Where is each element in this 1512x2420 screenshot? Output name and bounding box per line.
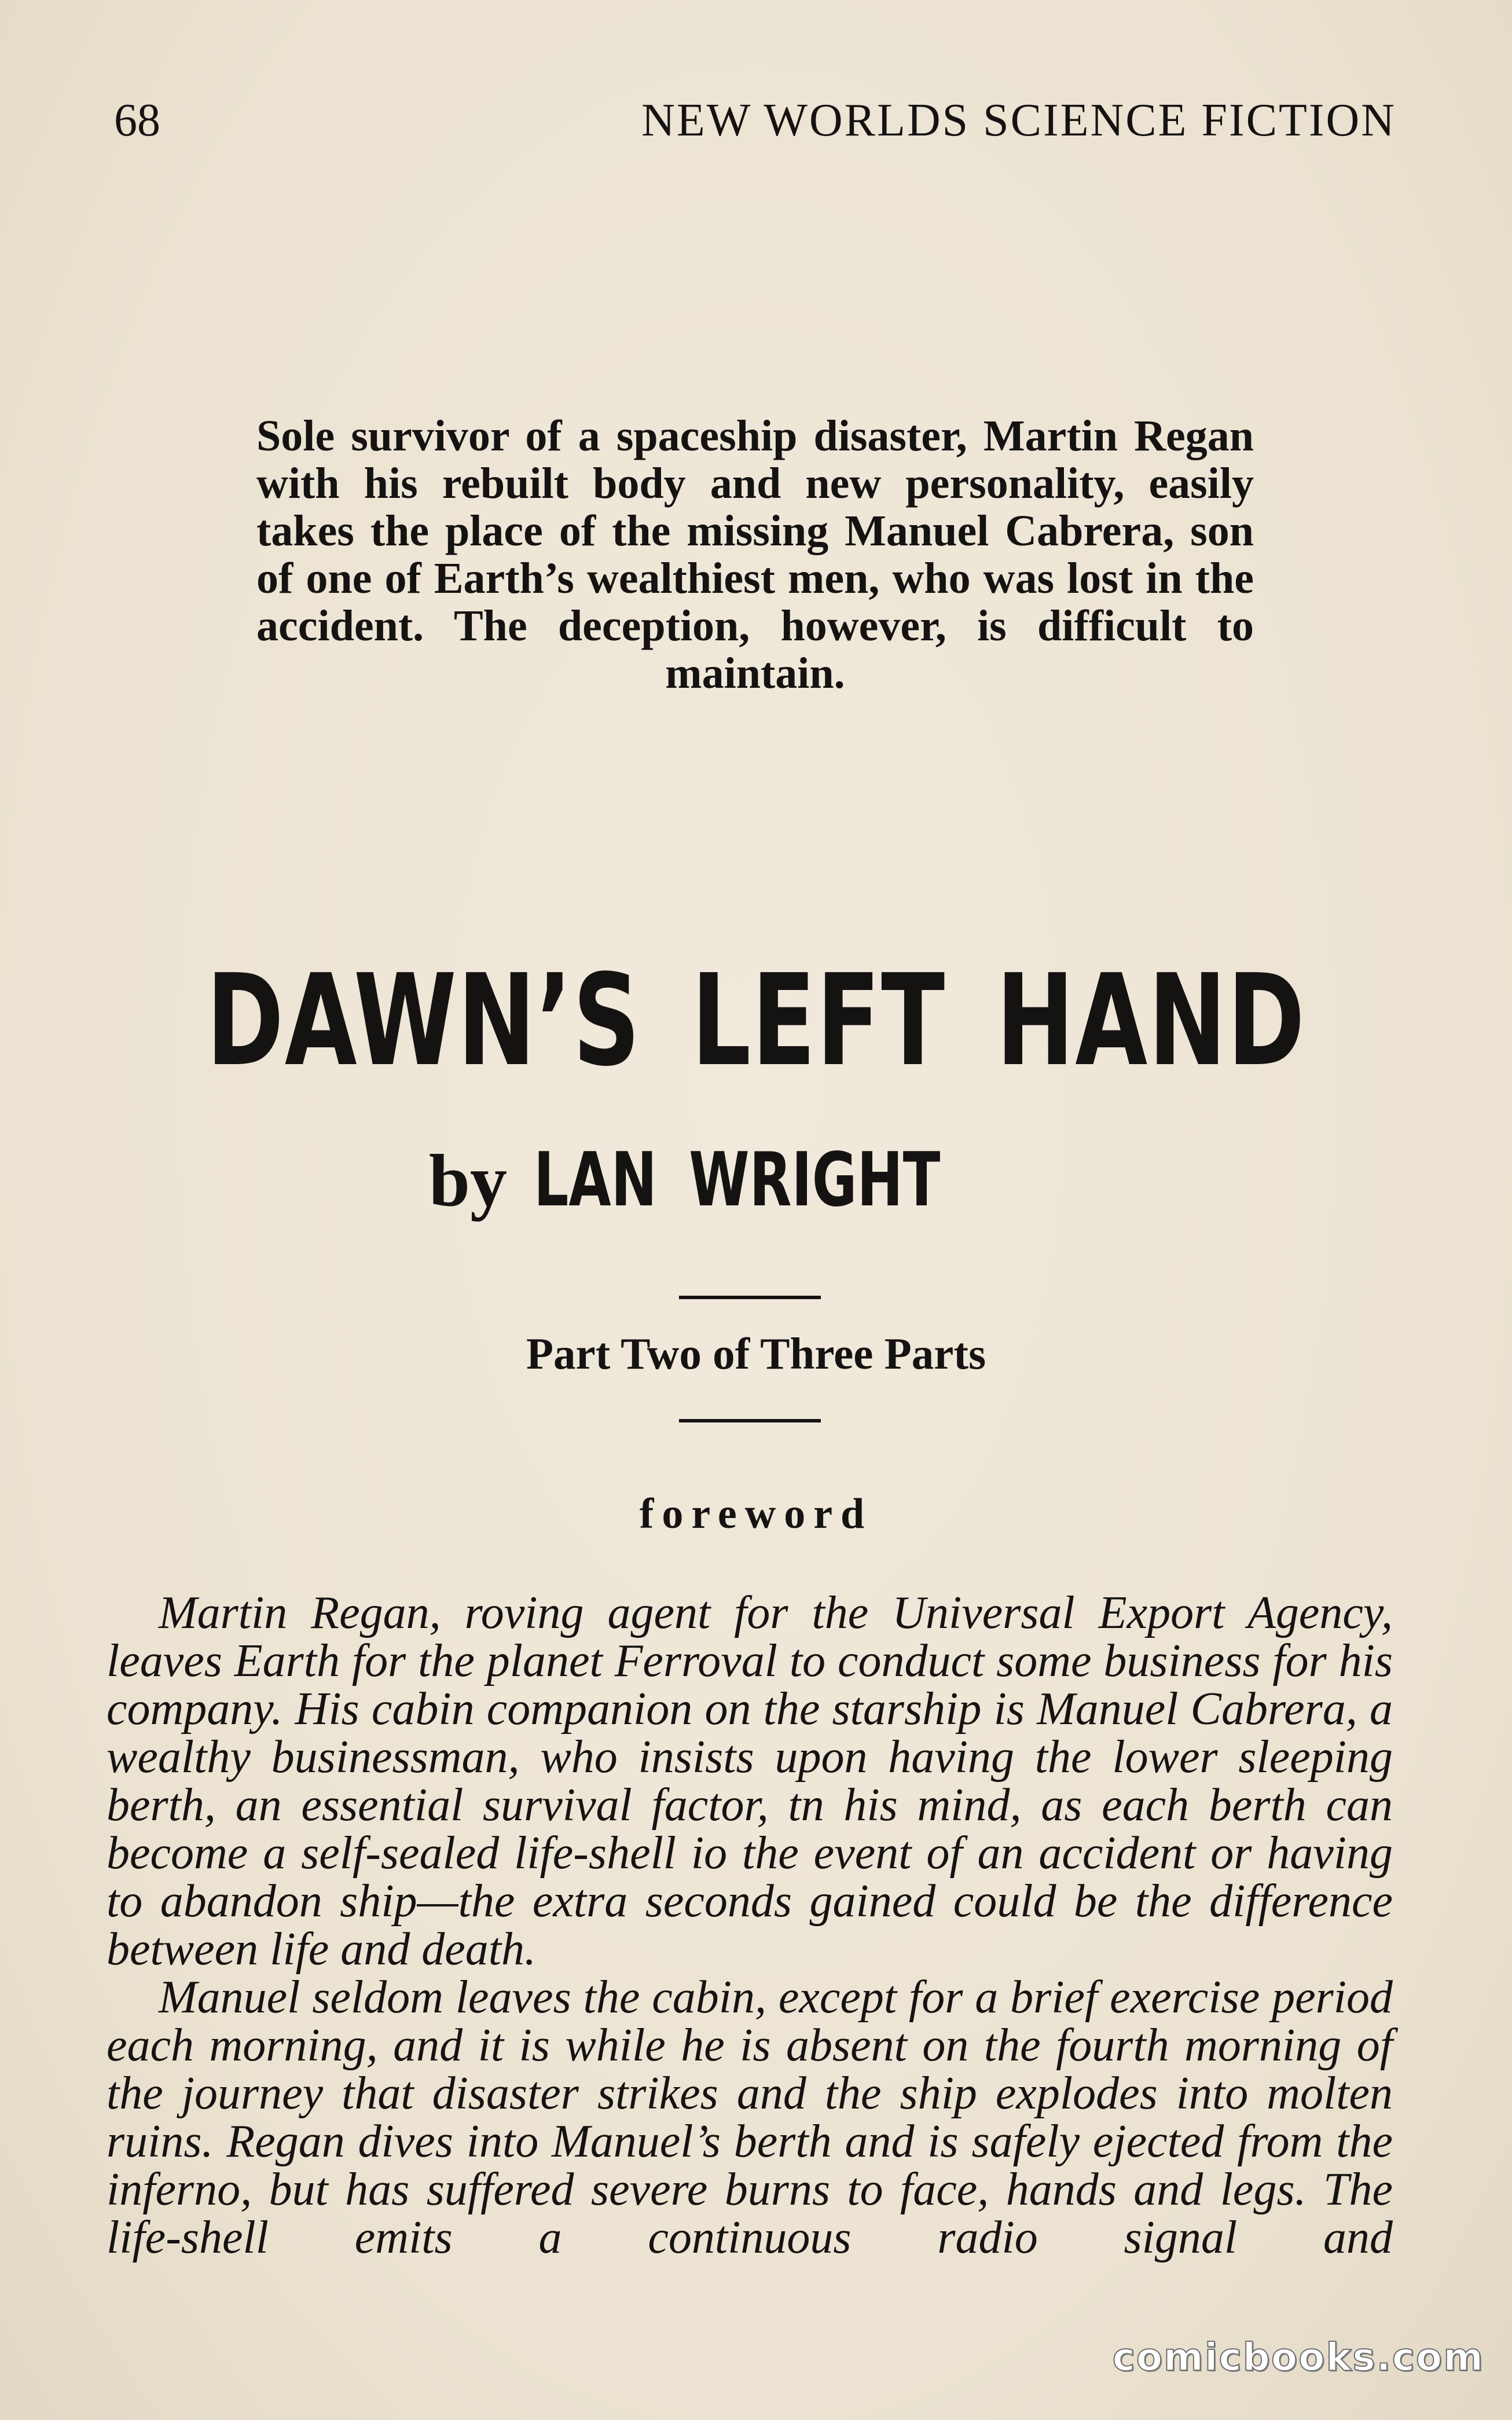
story-title: DAWN’S LEFT HAND bbox=[206, 948, 1306, 1094]
part-label: Part Two of Three Parts bbox=[526, 1329, 986, 1378]
byline-by: by bbox=[428, 1139, 507, 1222]
foreword-heading: foreword bbox=[639, 1490, 873, 1538]
synopsis-blurb: Sole survivor of a spaceship disaster, Martin Regan with his rebuilt body and new personality, easily takes the place of the missing Manuel Cabrera, son of one of Earth’s wealthiest men, who was lost in the accident. The deception, however, is difficult to maintain. bbox=[256, 412, 1254, 698]
divider-rule-bottom bbox=[679, 1419, 821, 1422]
foreword-paragraph: Manuel seldom leaves the cabin, except for a brief exercise period each morning, and it is while he is absent on the fourth morning of the journey that disaster strikes and the ship explodes into molten ruins. Regan dives into Manuel’s berth and is safely ejected from the inferno, but has suffered severe burns to face, hands and legs. The life-shell emits a continuous radio signal and bbox=[107, 1972, 1393, 2263]
watermark-logo: comicbooks.com bbox=[1112, 2335, 1484, 2379]
divider-rule-top bbox=[679, 1296, 821, 1299]
page-number: 68 bbox=[114, 95, 160, 146]
byline bbox=[0, 1137, 1512, 1223]
foreword-body bbox=[107, 1589, 1393, 2262]
running-head: NEW WORLDS SCIENCE FICTION bbox=[641, 95, 1396, 146]
author-name: LAN WRIGHT bbox=[534, 1137, 941, 1223]
foreword-paragraph: Martin Regan, roving agent for the Universal Export Agency, leaves Earth for the planet Ferroval to conduct some business for his company. His cabin companion on the starship is Manuel Cabrera, a wealthy businessman, who insists upon having the lower sleeping berth, an essential survival factor, tn his mind, as each berth can become a self-sealed life-shell io the event of an accident or having to abandon ship—the extra seconds gained could be the difference between life and death. bbox=[107, 1587, 1393, 1975]
